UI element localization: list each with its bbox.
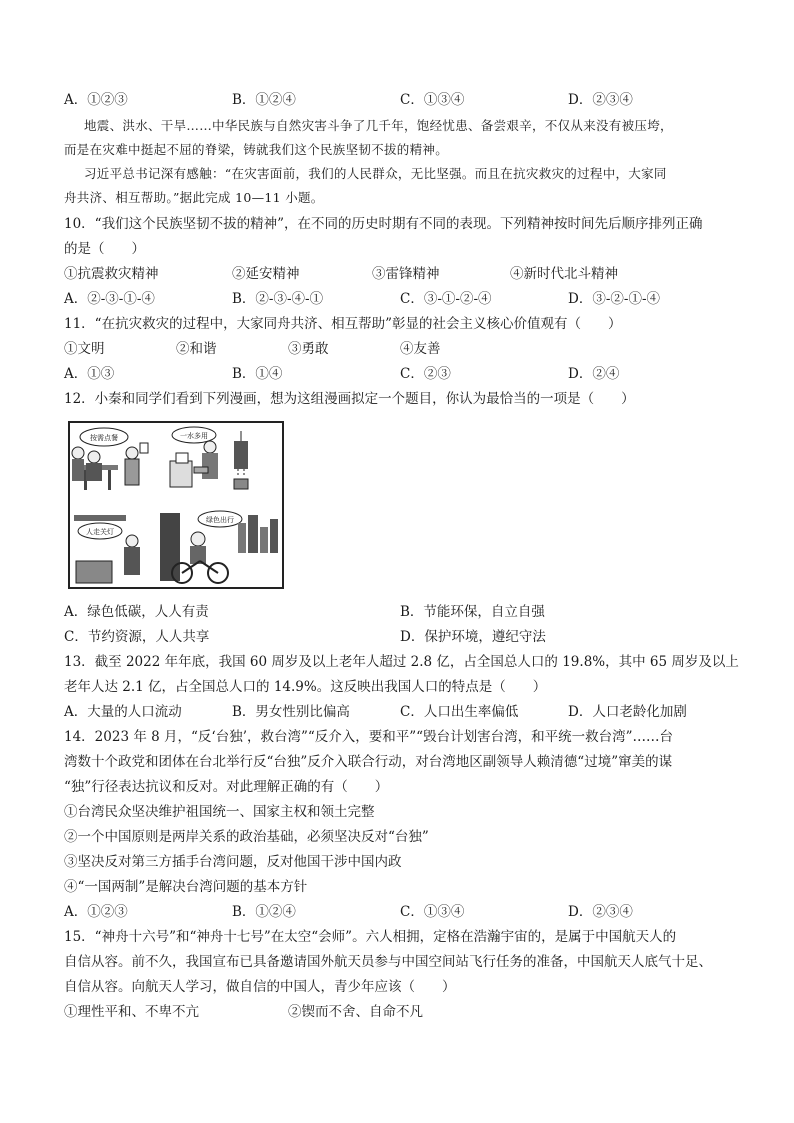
comic-panel-lights <box>74 513 180 583</box>
q12-options-row-2 <box>64 627 744 647</box>
q9-options <box>64 90 744 110</box>
q10-items <box>64 264 744 284</box>
q14-option-b[interactable]: B．①②④ <box>232 904 296 920</box>
q11-item-4: ④友善 <box>400 341 441 357</box>
q11-item-3: ③勇敢 <box>288 341 329 357</box>
q11-stem: 11．“在抗灾救灾的过程中，大家同舟共济、相互帮助”彰显的社会主义核心价值观有（ ） <box>64 316 622 332</box>
q12-stem: 12．小秦和同学们看到下列漫画，想为这组漫画拟定一个题目，你认为最恰当的一项是（ ） <box>64 391 635 407</box>
comic-label-ordering: 按需点餐 <box>90 434 118 442</box>
comic-drawing <box>70 423 282 587</box>
q13-option-b[interactable]: B．男女性别比偏高 <box>232 704 350 720</box>
q10-option-b[interactable]: B．②-③-④-① <box>232 291 324 307</box>
q14-item-2: ②一个中国原则是两岸关系的政治基础，必须坚决反对“台独” <box>64 829 429 845</box>
q11-item-2: ②和谐 <box>176 341 217 357</box>
material-paragraph-1-line-1: 地震、洪水、干旱……中华民族与自然灾害斗争了几千年，饱经忧患、备尝艰辛，不仅从来没有被压垮， <box>84 118 673 133</box>
q9-option-b[interactable]: B．①②④ <box>232 92 296 108</box>
q9-option-a[interactable]: A．①②③ <box>64 92 128 108</box>
q10-option-d[interactable]: D．③-②-①-④ <box>568 291 661 307</box>
comic-panel-travel <box>172 511 278 583</box>
q13-stem-line-1: 13．截至 2022 年年底，我国 60 周岁及以上老年人超过 2.8 亿，占全国总人口的 19.8%，其中 65 周岁及以上 <box>64 654 739 670</box>
q13-option-c[interactable]: C．人口出生率偏低 <box>400 704 519 720</box>
q14-option-a[interactable]: A．①②③ <box>64 904 128 920</box>
q15-item-1: ①理性平和、不卑不亢 <box>64 1004 199 1020</box>
q13-option-d[interactable]: D．人口老龄化加剧 <box>568 704 687 720</box>
q11-option-c[interactable]: C．②③ <box>400 366 451 382</box>
q11-option-d[interactable]: D．②④ <box>568 366 620 382</box>
q14-option-d[interactable]: D．②③④ <box>568 904 633 920</box>
q12-option-b[interactable]: B．节能环保，自立自强 <box>400 604 545 620</box>
comic-panel-water <box>170 427 248 489</box>
q14-item-3: ③坚决反对第三方插手台湾问题，反对他国干涉中国内政 <box>64 854 402 870</box>
q12-comic <box>68 421 284 589</box>
q10-stem-line-1: 10．“我们这个民族坚韧不拔的精神”，在不同的历史时期有不同的表现。下列精神按时间先后顺序排列正确 <box>64 216 703 232</box>
q12-options-row-1 <box>64 602 744 622</box>
q13-options <box>64 702 744 722</box>
q12-option-c[interactable]: C．节约资源，人人共享 <box>64 629 210 645</box>
q14-stem-line-3: “独”行径表达抗议和反对。对此理解正确的有（ ） <box>64 779 389 795</box>
q12-option-a[interactable]: A．绿色低碳，人人有责 <box>64 604 209 620</box>
q10-option-a[interactable]: A．②-③-①-④ <box>64 291 155 307</box>
comic-label-water: 一水多用 <box>180 432 208 440</box>
q14-stem-line-2: 湾数十个政党和团体在台北举行反“台独”反介入联合行动，对台湾地区副领导人赖清德“过境”窜美的谋 <box>64 754 673 770</box>
q9-option-c[interactable]: C．①③④ <box>400 92 465 108</box>
q11-option-a[interactable]: A．①③ <box>64 366 115 382</box>
q11-item-1: ①文明 <box>64 341 105 357</box>
comic-label-travel: 绿色出行 <box>206 516 234 524</box>
q12-option-d[interactable]: D．保护环境，遵纪守法 <box>400 629 546 645</box>
q14-option-c[interactable]: C．①③④ <box>400 904 465 920</box>
q15-stem-line-1: 15．“神舟十六号”和“神舟十七号”在太空“会师”。六人相拥，定格在浩瀚宇宙的，是属于中国航天人的 <box>64 929 677 945</box>
q10-item-3: ③雷锋精神 <box>372 266 440 282</box>
comic-panel-ordering <box>72 428 148 490</box>
q11-option-b[interactable]: B．①④ <box>232 366 283 382</box>
q9-option-d[interactable]: D．②③④ <box>568 92 633 108</box>
q14-item-4: ④“一国两制”是解决台湾问题的基本方针 <box>64 879 308 895</box>
q11-options <box>64 364 744 384</box>
q14-stem-line-1: 14．2023 年 8 月，“反‘台独’，救台湾”“反介入，要和平”“毁台计划害台湾，和平统一救台湾”……台 <box>64 729 673 745</box>
q10-item-2: ②延安精神 <box>232 266 300 282</box>
q10-options <box>64 289 744 309</box>
q13-option-a[interactable]: A．大量的人口流动 <box>64 704 182 720</box>
q14-item-1: ①台湾民众坚决维护祖国统一、国家主权和领土完整 <box>64 804 375 820</box>
q11-items <box>64 339 744 359</box>
material-paragraph-2-line-1: 习近平总书记深有感触：“在灾害面前，我们的人民群众，无比坚强。而且在抗灾救灾的过程中，大家同 <box>84 166 667 181</box>
q15-stem-line-2: 自信从容。前不久，我国宣布已具备邀请国外航天员参与中国空间站飞行任务的准备，中国航天人底气十足、 <box>64 954 712 970</box>
q13-stem-line-2: 老年人达 2.1 亿，占全国总人口的 14.9%。这反映出我国人口的特点是（ ） <box>64 679 547 695</box>
comic-label-lights: 人走关灯 <box>86 528 114 536</box>
material-paragraph-2-line-2: 舟共济、相互帮助。”据此完成 10—11 小题。 <box>64 190 324 205</box>
q10-option-c[interactable]: C．③-①-②-④ <box>400 291 492 307</box>
q15-stem-line-3: 自信从容。向航天人学习，做自信的中国人，青少年应该（ ） <box>64 979 456 995</box>
q14-options <box>64 902 744 922</box>
q15-items <box>64 1002 744 1022</box>
material-paragraph-1-line-2: 而是在灾难中挺起不屈的脊梁，铸就我们这个民族坚韧不拔的精神。 <box>64 142 449 157</box>
q15-item-2: ②锲而不舍、自命不凡 <box>288 1004 423 1020</box>
q10-item-4: ④新时代北斗精神 <box>510 266 618 282</box>
q10-stem-line-2: 的是（ ） <box>64 241 145 257</box>
q10-item-1: ①抗震救灾精神 <box>64 266 159 282</box>
